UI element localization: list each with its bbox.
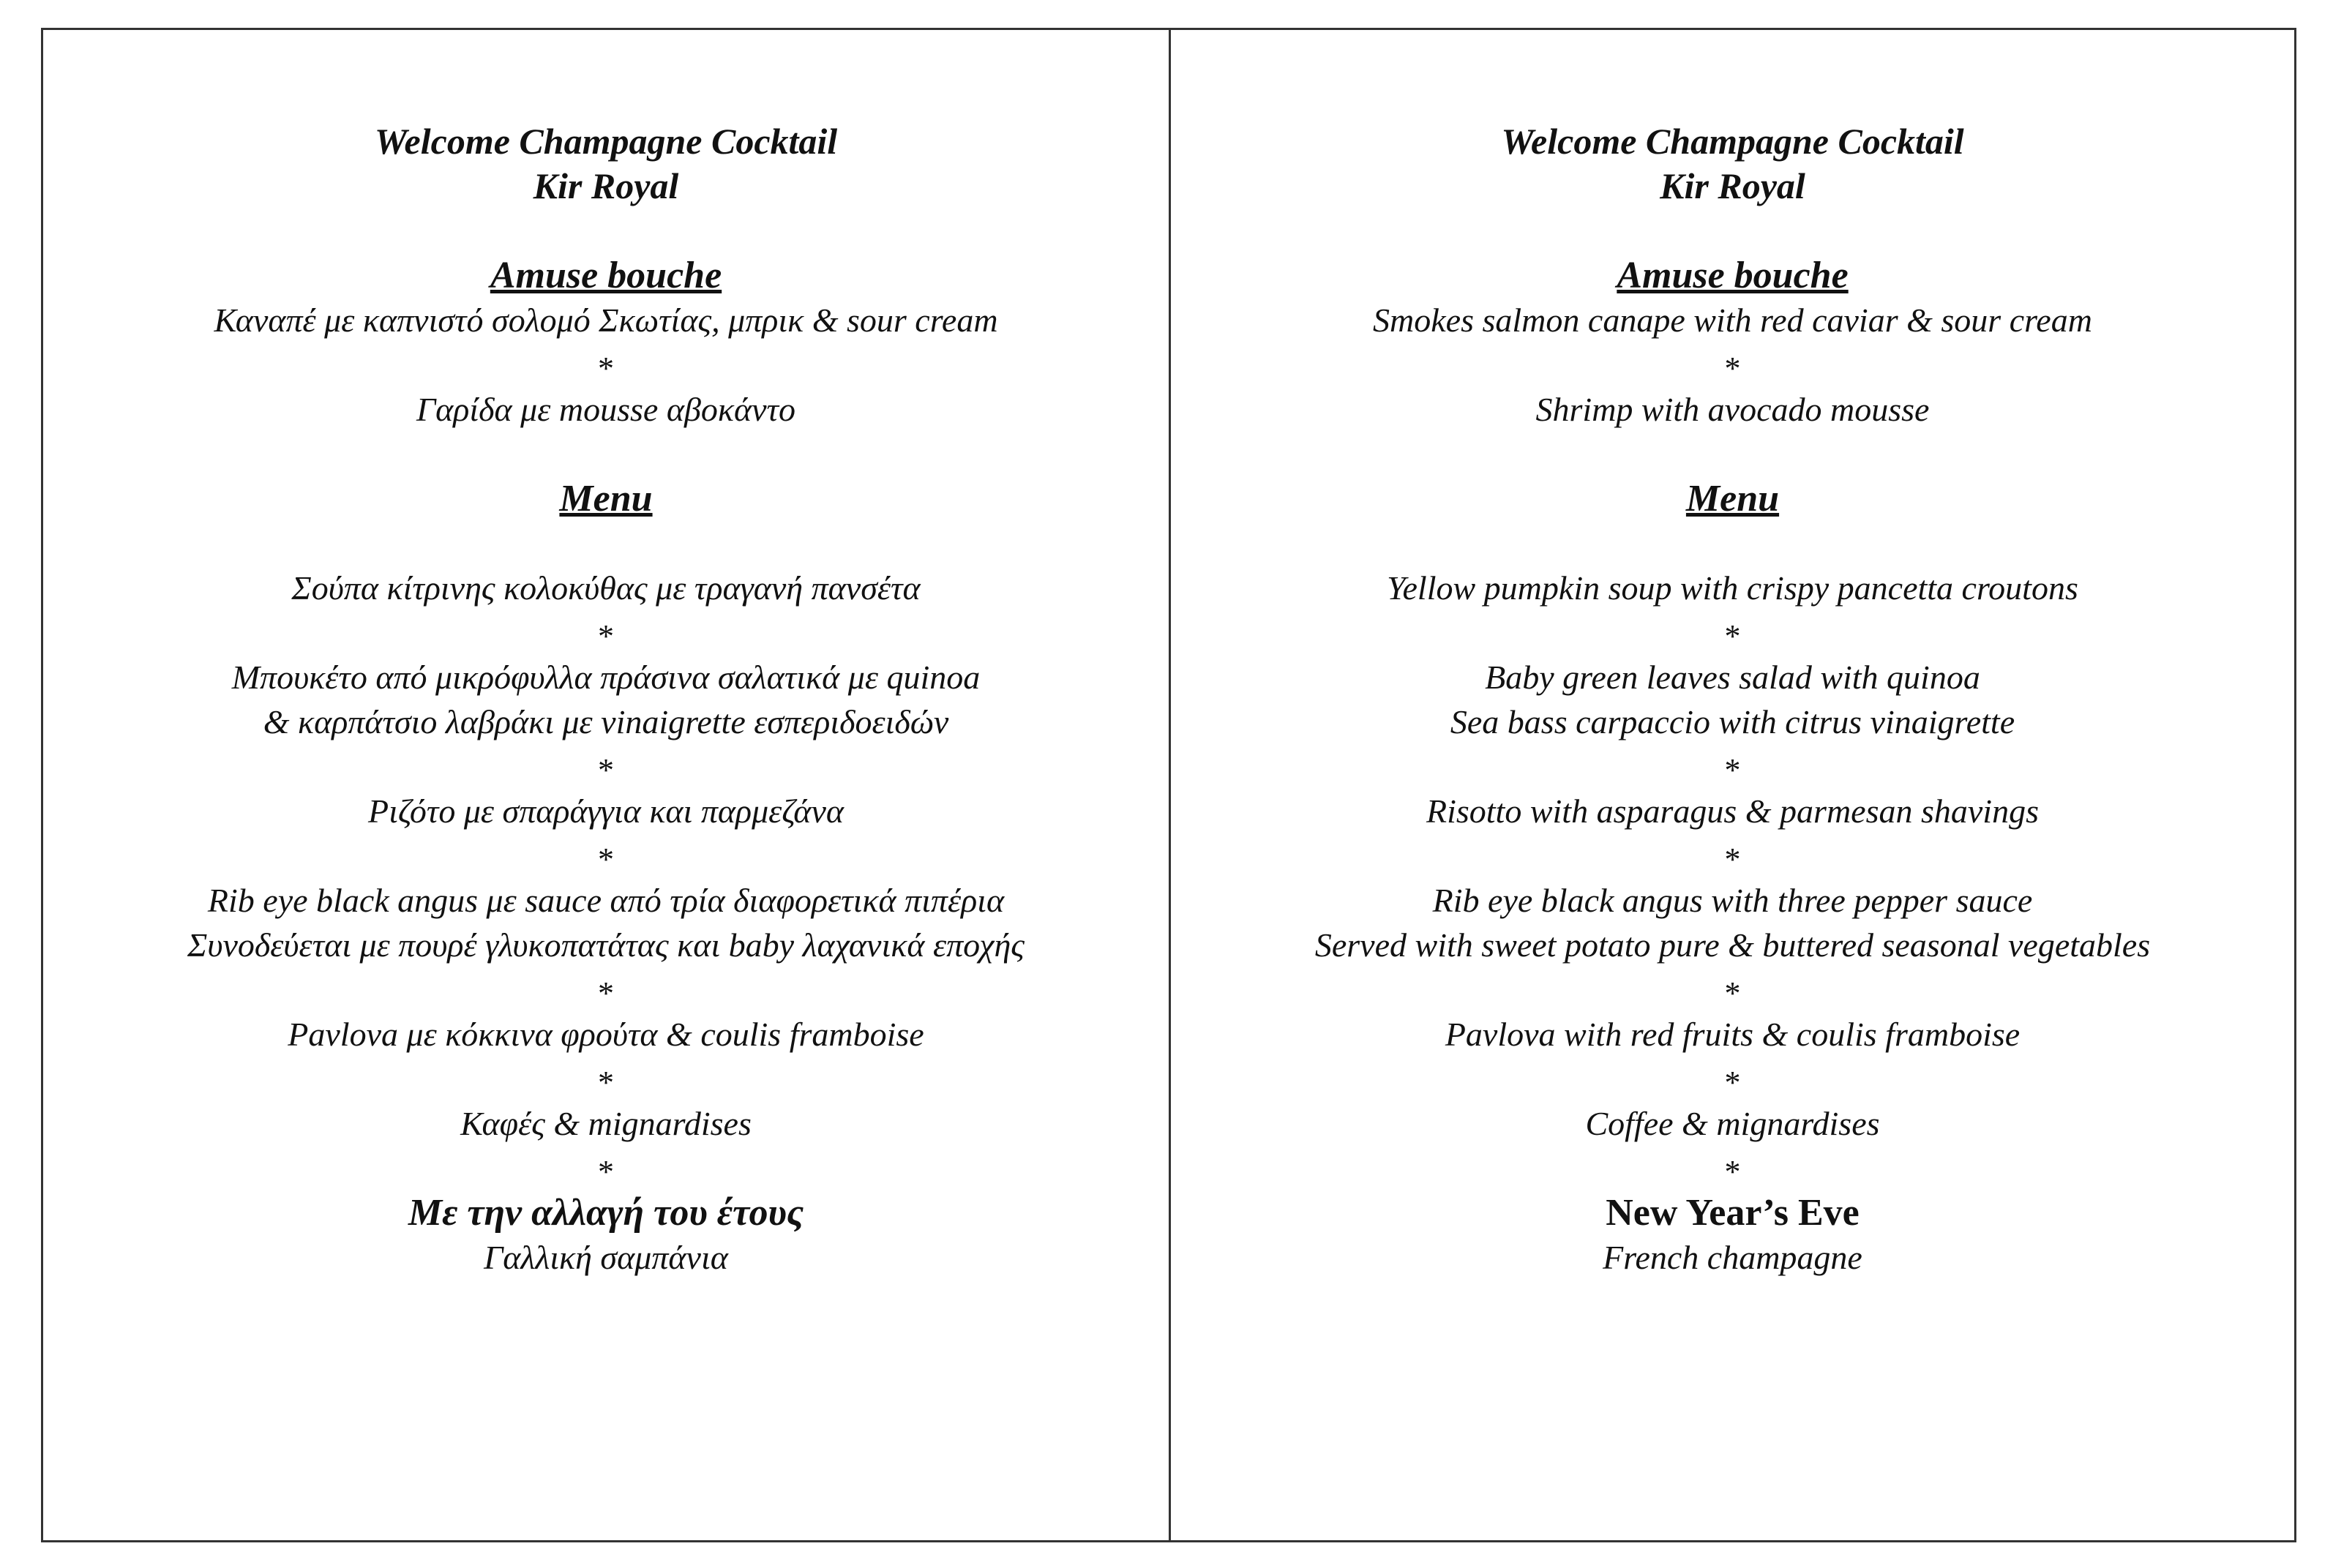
course-item: Rib eye black angus with three pepper sauce — [1432, 882, 2033, 919]
separator: * — [1724, 975, 1741, 1011]
amuse-heading: Amuse bouche — [1617, 255, 1849, 296]
menu-panel-greek — [43, 30, 1169, 1540]
welcome-drink: Kir Royal — [1660, 165, 1805, 206]
course-item: Sea bass carpaccio with citrus vinaigrette — [1450, 703, 2015, 740]
course-item: Pavlova with red fruits & coulis framboise — [1445, 1016, 2021, 1053]
course-item: Σούπα κίτρινης κολοκύθας με τραγανή πανσέτα — [291, 569, 921, 607]
course-item: Pavlova με κόκκινα φρούτα & coulis framboise — [288, 1016, 924, 1053]
amuse-item: Smokes salmon canape with red caviar & sour cream — [1373, 301, 2092, 339]
course-item: Risotto with asparagus & parmesan shavings — [1426, 792, 2039, 830]
welcome-title: Welcome Champagne Cocktail — [1501, 121, 1964, 162]
separator: * — [598, 1065, 614, 1100]
separator: * — [598, 975, 614, 1011]
menu-panel-english — [1169, 30, 2294, 1540]
separator: * — [598, 841, 614, 877]
course-item: Served with sweet potato pure & buttered seasonal vegetables — [1314, 926, 2151, 964]
finale-subtitle: Γαλλική σαμπάνια — [484, 1239, 728, 1276]
separator: * — [1724, 841, 1741, 877]
welcome-drink: Kir Royal — [533, 165, 679, 206]
amuse-item: Γαρίδα με mousse αβοκάντο — [416, 391, 796, 428]
course-item: Yellow pumpkin soup with crispy pancetta croutons — [1387, 569, 2078, 607]
menu-content-greek — [43, 119, 1169, 1280]
course-item: Baby green leaves salad with quinoa — [1485, 659, 1980, 696]
menu-content-english — [1171, 119, 2294, 1280]
finale-subtitle: French champagne — [1603, 1239, 1862, 1276]
course-item: Συνοδεύεται με πουρέ γλυκοπατάτας και baby λαχανικά εποχής — [187, 926, 1025, 964]
separator: * — [1724, 618, 1741, 654]
course-item: Μπουκέτο από μικρόφυλλα πράσινα σαλατικά με quinoa — [231, 659, 981, 696]
amuse-item: Καναπέ με καπνιστό σολομό Σκωτίας, μπρικ & sour cream — [214, 301, 998, 339]
finale-title: Με την αλλαγή του έτους — [408, 1192, 804, 1234]
course-item: Rib eye black angus με sauce από τρία διαφορετικά πιπέρια — [207, 882, 1005, 919]
course-item: Καφές & mignardises — [460, 1105, 752, 1142]
amuse-item: Shrimp with avocado mousse — [1535, 391, 1930, 428]
course-item: Ριζότο με σπαράγγια και παρμεζάνα — [367, 792, 845, 830]
separator: * — [1724, 350, 1741, 386]
menu-heading: Menu — [1685, 478, 1780, 519]
separator: * — [598, 752, 614, 788]
separator: * — [1724, 1154, 1741, 1190]
course-item: Coffee & mignardises — [1585, 1105, 1880, 1142]
welcome-title: Welcome Champagne Cocktail — [374, 121, 838, 162]
separator: * — [1724, 1065, 1741, 1100]
separator: * — [598, 350, 614, 386]
menu-heading: Menu — [559, 478, 653, 519]
amuse-heading: Amuse bouche — [490, 255, 722, 296]
finale-title: New Year’s Eve — [1606, 1192, 1860, 1234]
separator: * — [598, 1154, 614, 1190]
course-item: & καρπάτσιο λαβράκι με vinaigrette εσπεριδοειδών — [263, 703, 949, 740]
separator: * — [1724, 752, 1741, 788]
menu-sheet — [41, 28, 2296, 1542]
separator: * — [598, 618, 614, 654]
